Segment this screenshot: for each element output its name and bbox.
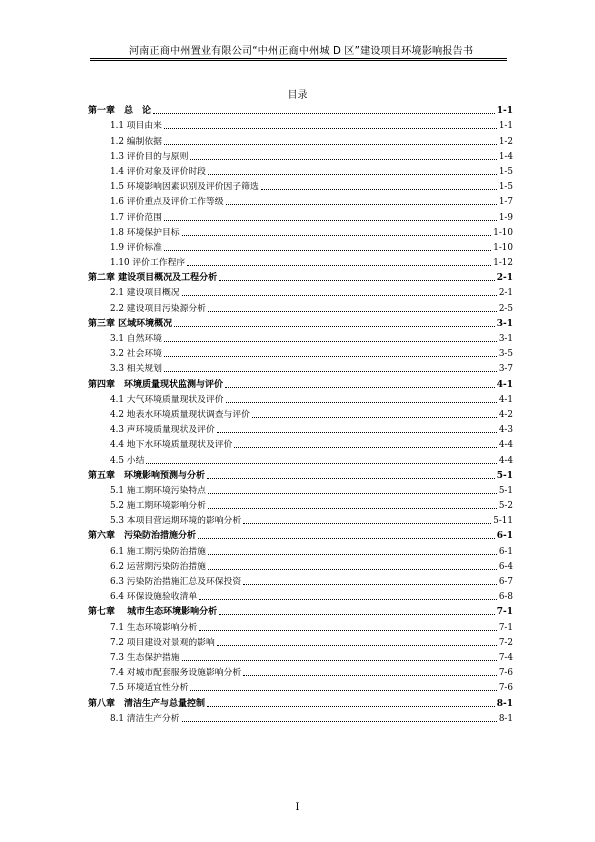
toc-section-entry[interactable] [88,421,513,436]
toc-entry-page: 7-1 [496,607,513,618]
toc-entry-page: 1-5 [498,166,513,177]
toc-entry-page: 3-1 [496,318,513,329]
toc-entry-page: 4-1 [498,394,513,405]
toc-entry-page: 2-1 [496,273,513,284]
toc-entry-title: 6.4 环保设施验收清单 [110,592,198,603]
dot-leader [208,174,497,175]
dot-leader [226,402,497,403]
toc-entry-title: 第五章 环境影响预测与分析 [88,470,206,481]
toc-chapter-entry[interactable] [88,527,513,542]
dot-leader [182,660,497,661]
dot-leader [164,356,497,357]
dot-leader [208,554,497,555]
toc-entry-page: 7-2 [498,637,513,648]
toc-entry-title: 5.3 本项目营运期环境的影响分析 [110,516,242,527]
dot-leader [182,295,497,296]
toc-chapter-entry[interactable] [88,375,513,390]
dot-leader [164,371,497,372]
toc-chapter-entry[interactable] [88,467,513,482]
toc-chapter-entry[interactable] [88,102,513,117]
dot-leader [190,159,496,160]
toc-section-entry[interactable] [88,117,513,132]
toc-entry-page: 5-2 [498,501,513,512]
toc-section-entry[interactable] [88,679,513,694]
toc-entry-page: 6-1 [496,531,513,542]
toc-entry-page: 1-10 [493,242,513,253]
toc-entry-title: 第二章 建设项目概况及工程分析 [88,273,218,284]
toc-entry-page: 8-1 [498,713,513,724]
toc-section-entry[interactable] [88,132,513,147]
toc-section-entry[interactable] [88,148,513,163]
toc-section-entry[interactable] [88,649,513,664]
toc-section-entry[interactable] [88,573,513,588]
toc-title: 目录 [287,90,308,101]
toc-entry-page: 7-1 [498,622,513,633]
dot-leader [252,417,497,418]
dot-leader [208,508,497,509]
toc-section-entry[interactable] [88,330,513,345]
toc-entry-title: 8.1 清洁生产分析 [110,713,180,724]
toc-entry-title: 6.1 施工期污染防治措施 [110,546,206,557]
toc-chapter-entry[interactable] [88,269,513,284]
toc-entry-title: 1.6 评价重点及评价工作等级 [110,197,224,208]
toc-entry-page: 5-11 [493,516,513,527]
dot-leader [164,341,497,342]
toc-section-entry[interactable] [88,360,513,375]
running-header: 河南正商中州置业有限公司“中州正商中州城 D 区”建设项目环境影响报告书 [128,46,474,57]
dot-leader [243,584,497,585]
dot-leader [198,538,495,539]
toc-entry-title: 第六章 污染防治措施分析 [88,531,197,542]
toc-section-entry[interactable] [88,497,513,512]
toc-section-entry[interactable] [88,224,513,239]
toc-entry-page: 3-1 [498,334,513,344]
toc-section-entry[interactable] [88,193,513,208]
table-of-contents [88,102,513,725]
toc-entry-page: 1-7 [498,197,513,208]
toc-entry-page: 4-4 [498,440,513,451]
toc-entry-page: 7-6 [498,683,513,694]
dot-leader [182,235,492,236]
toc-section-entry[interactable] [88,558,513,573]
header-rule-thin [90,60,507,61]
toc-section-entry[interactable] [88,634,513,649]
toc-entry-page: 6-7 [498,577,513,587]
dot-leader [208,569,497,570]
toc-entry-page: 1-5 [498,182,513,193]
toc-entry-title: 1.4 评价对象及评价时段 [110,166,206,177]
dot-leader [243,523,491,524]
toc-entry-page: 8-1 [496,698,513,709]
toc-section-entry[interactable] [88,178,513,193]
toc-entry-title: 2.2 建设项目污染源分析 [110,303,206,314]
toc-section-entry[interactable] [88,588,513,603]
toc-entry-page: 6-1 [498,546,513,557]
toc-entry-title: 第八章 清洁生产与总量控制 [88,698,206,709]
toc-entry-title: 1.9 评价标准 [110,242,162,253]
toc-entry-title: 第四章 环境质量现状监测与评价 [88,379,224,390]
toc-entry-title: 1.7 评价范围 [110,212,162,223]
dot-leader [261,189,497,190]
toc-entry-page: 1-9 [498,212,513,223]
toc-entry-page: 2-1 [498,288,513,299]
toc-chapter-entry[interactable] [88,694,513,709]
toc-entry-title: 5.2 施工期环境影响分析 [110,501,206,512]
toc-entry-title: 7.5 环境适宜性分析 [110,683,189,694]
dot-leader [153,113,495,114]
toc-chapter-entry[interactable] [88,315,513,330]
toc-entry-page: 3-5 [498,349,513,360]
toc-section-entry[interactable] [88,451,513,466]
dot-leader [217,645,497,646]
dot-leader [243,675,497,676]
toc-entry-page: 4-1 [496,379,513,390]
dot-leader [208,493,497,494]
dot-leader [199,630,497,631]
dot-leader [146,463,496,464]
toc-section-entry[interactable] [88,482,513,497]
toc-entry-page: 1-2 [498,136,513,147]
toc-entry-title: 1.10 评价工作程序 [110,258,186,269]
toc-entry-page: 5-1 [498,485,513,496]
toc-entry-title: 第七章 城市生态环境影响分析 [88,607,218,618]
dot-leader [199,599,497,600]
toc-entry-title: 7.3 生态保护措施 [110,652,180,663]
toc-entry-page: 5-1 [496,470,513,481]
toc-entry-title: 6.3 污染防治措施汇总及环保投资 [110,577,242,587]
toc-entry-title: 第三章 区域环境概况 [88,318,173,329]
toc-entry-title: 1.3 评价目的与原则 [110,151,189,162]
toc-entry-title: 7.1 生态环境影响分析 [110,622,198,633]
toc-section-entry[interactable] [88,284,513,299]
dot-leader [190,690,496,691]
toc-chapter-entry[interactable] [88,603,513,618]
toc-entry-title: 6.2 运营期污染防治措施 [110,561,206,572]
toc-entry-title: 3.3 相关规划 [110,364,162,375]
toc-section-entry[interactable] [88,542,513,557]
toc-entry-page: 6-4 [498,561,513,572]
dot-leader [182,721,497,722]
toc-section-entry[interactable] [88,391,513,406]
toc-entry-page: 7-4 [498,652,513,663]
dot-leader [225,387,495,388]
toc-entry-title: 4.3 声环境质量现状及评价 [110,425,215,436]
toc-section-entry[interactable] [88,512,513,527]
toc-entry-title: 第一章 总 论 [88,106,152,117]
toc-entry-page: 4-2 [498,409,513,420]
toc-entry-title: 3.1 自然环境 [110,334,162,344]
toc-section-entry[interactable] [88,345,513,360]
toc-section-entry[interactable] [88,710,513,725]
toc-section-entry[interactable] [88,406,513,421]
toc-entry-page: 1-12 [493,258,513,269]
toc-entry-title: 4.1 大气环境质量现状及评价 [110,394,224,405]
dot-leader [219,280,495,281]
dot-leader [174,326,495,327]
toc-entry-title: 1.1 项目由来 [110,121,162,132]
toc-entry-title: 4.2 地表水环境质量现状调查与评价 [110,409,250,420]
toc-entry-title: 1.2 编制依据 [110,136,162,147]
dot-leader [207,478,495,479]
toc-entry-page: 1-4 [498,151,513,162]
toc-entry-title: 3.2 社会环境 [110,349,162,360]
dot-leader [187,265,491,266]
toc-entry-title: 4.5 小结 [110,455,145,466]
toc-entry-title: 7.4 对城市配套服务设施影响分析 [110,668,242,679]
dot-leader [164,220,497,221]
dot-leader [234,447,496,448]
dot-leader [164,144,497,145]
toc-entry-page: 1-1 [498,121,513,132]
dot-leader [208,311,497,312]
toc-section-entry[interactable] [88,208,513,223]
dot-leader [219,614,495,615]
toc-entry-title: 2.1 建设项目概况 [110,288,180,299]
dot-leader [164,250,491,251]
toc-section-entry[interactable] [88,664,513,679]
page-number: I [295,802,300,813]
header-rule [90,58,507,59]
toc-section-entry[interactable] [88,254,513,269]
toc-entry-page: 2-5 [498,303,513,314]
toc-entry-title: 5.1 施工期环境污染特点 [110,485,206,496]
dot-leader [217,432,497,433]
toc-entry-page: 4-3 [498,425,513,436]
toc-entry-title: 4.4 地下水环境质量现状及评价 [110,440,233,451]
toc-entry-title: 1.5 环境影响因素识别及评价因子筛选 [110,182,259,193]
toc-section-entry[interactable] [88,299,513,314]
toc-section-entry[interactable] [88,618,513,633]
dot-leader [164,128,497,129]
toc-entry-page: 1-1 [496,106,513,117]
toc-section-entry[interactable] [88,239,513,254]
dot-leader [207,706,495,707]
dot-leader [226,204,497,205]
toc-entry-page: 7-6 [498,668,513,679]
toc-entry-page: 6-8 [498,592,513,603]
toc-entry-page: 3-7 [498,364,513,375]
toc-entry-title: 1.8 环境保护目标 [110,227,180,238]
toc-section-entry[interactable] [88,163,513,178]
toc-entry-title: 7.2 项目建设对景观的影响 [110,637,215,648]
toc-section-entry[interactable] [88,436,513,451]
toc-entry-page: 4-4 [498,455,513,466]
toc-entry-page: 1-10 [493,227,513,238]
